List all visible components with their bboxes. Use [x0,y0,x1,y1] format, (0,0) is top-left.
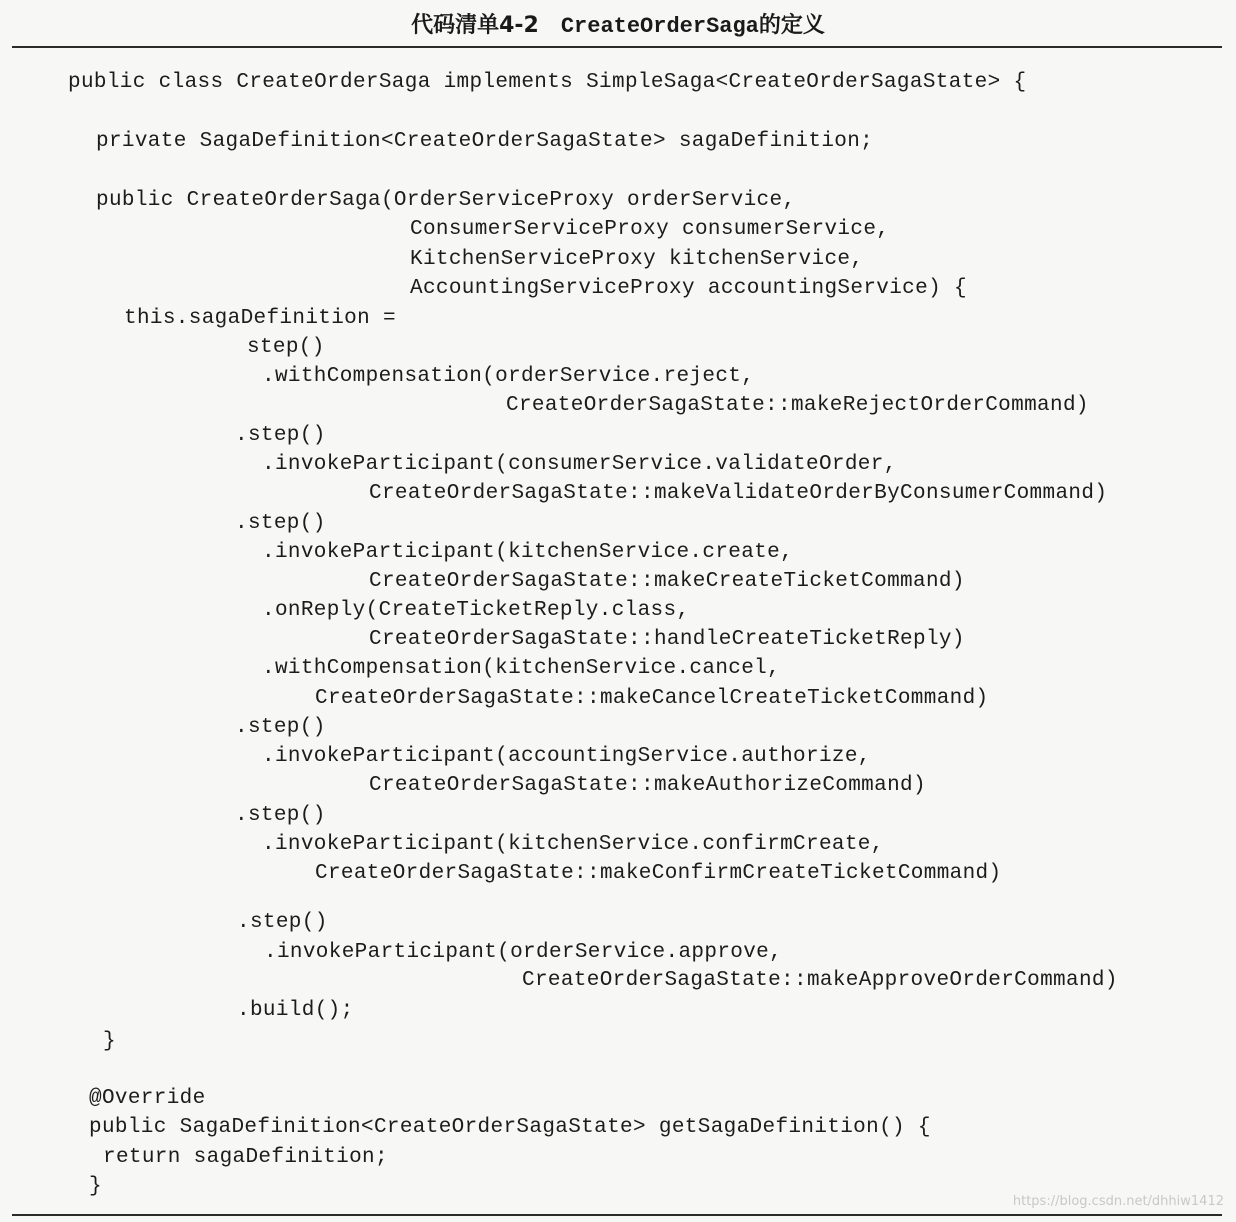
code-line: @Override [89,1087,206,1110]
code-line: CreateOrderSagaState::makeRejectOrderCommand) [506,394,1089,417]
code-line: private SagaDefinition<CreateOrderSagaState> sagaDefinition; [96,130,874,153]
code-line: .withCompensation(orderService.reject, [262,365,755,388]
code-line: } [103,1030,116,1053]
code-line: .invokeParticipant(kitchenService.create, [262,541,794,564]
code-line: .build(); [237,999,354,1022]
listing-title [0,10,1236,43]
code-line: CreateOrderSagaState::makeCancelCreateTicketCommand) [315,687,989,710]
code-line: .step() [235,512,326,535]
code-line: CreateOrderSagaState::makeValidateOrderByConsumerCommand) [369,482,1108,505]
watermark: https://blog.csdn.net/dhhiw1412 [1012,1194,1224,1209]
code-line: .invokeParticipant(kitchenService.confirmCreate, [262,833,884,856]
listing-number: 代码清单4-2 [411,13,539,38]
code-line: .invokeParticipant(consumerService.validateOrder, [262,453,897,476]
code-line: KitchenServiceProxy kitchenService, [410,248,864,271]
code-line: ConsumerServiceProxy consumerService, [410,218,890,241]
code-line: AccountingServiceProxy accountingService) { [410,277,967,300]
bottom-rule [12,1214,1222,1216]
code-line: CreateOrderSagaState::makeCreateTicketCommand) [369,570,965,593]
code-line: public class CreateOrderSaga implements SimpleSaga<CreateOrderSagaState> { [68,71,1027,94]
code-line: this.sagaDefinition = [124,307,396,330]
code-line: .withCompensation(kitchenService.cancel, [262,657,781,680]
code-line: .step() [235,716,326,739]
code-line: CreateOrderSagaState::makeAuthorizeCommand) [369,774,926,797]
code-line: } [89,1175,102,1198]
code-line: .step() [237,911,328,934]
listing-caption: CreateOrderSaga的定义 [560,14,825,39]
code-line: step() [247,336,325,359]
code-line: .invokeParticipant(accountingService.authorize, [262,745,871,768]
code-line: CreateOrderSagaState::makeApproveOrderCommand) [522,969,1118,992]
code-line: .onReply(CreateTicketReply.class, [262,599,690,622]
code-line: CreateOrderSagaState::makeConfirmCreateTicketCommand) [315,862,1002,885]
code-line: .step() [235,804,326,827]
code-line: public CreateOrderSaga(OrderServiceProxy orderService, [96,189,796,212]
top-rule [12,46,1222,48]
code-line: .step() [235,424,326,447]
code-line: public SagaDefinition<CreateOrderSagaState> getSagaDefinition() { [89,1116,931,1139]
code-line: CreateOrderSagaState::handleCreateTicketReply) [369,628,965,651]
code-line: return sagaDefinition; [103,1146,388,1169]
code-line: .invokeParticipant(orderService.approve, [264,941,783,964]
